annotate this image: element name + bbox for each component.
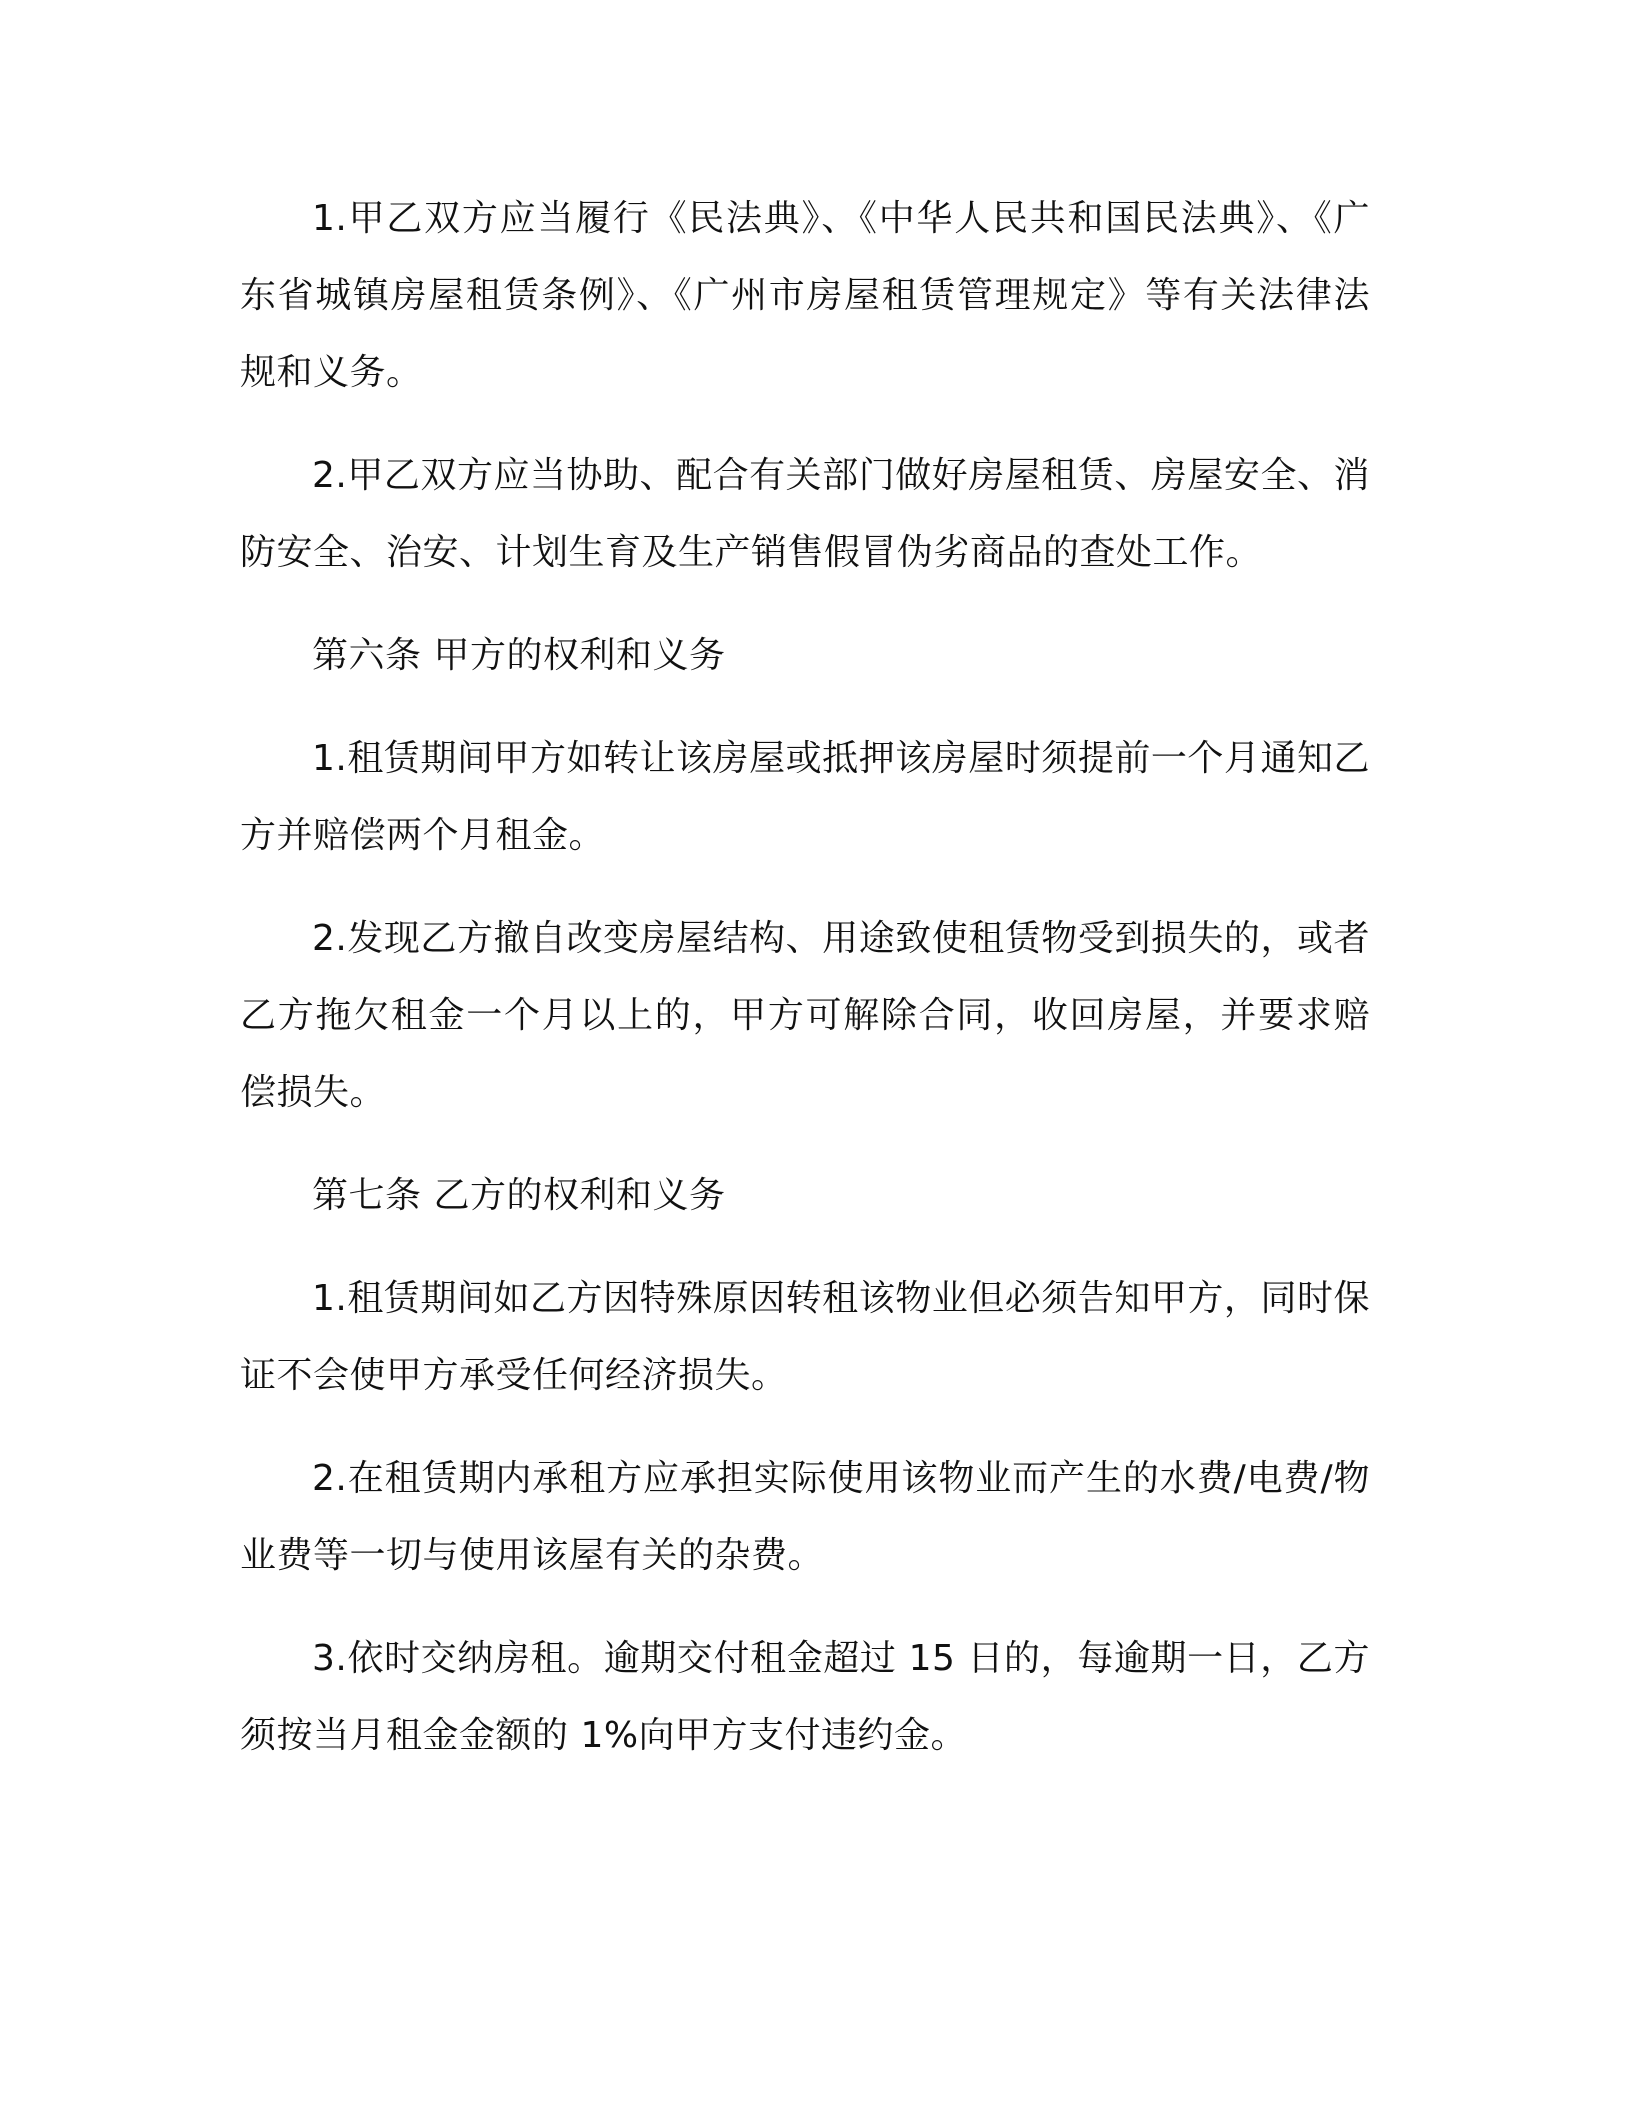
clause-paragraph: 1.租赁期间如乙方因特殊原因转租该物业但必须告知甲方，同时保证不会使甲方承受任何经济损失。 [240, 1278, 1370, 1396]
clause-paragraph: 1.甲乙双方应当履行《民法典》、《中华人民共和国民法典》、《广东省城镇房屋租赁条例》、《广州市房屋租赁管理规定》等有关法律法规和义务。 [240, 198, 1370, 393]
clause-paragraph: 2.在租赁期内承租方应承担实际使用该物业而产生的水费/电费/物业费等一切与使用该屋有关的杂费。 [240, 1458, 1370, 1576]
clause-paragraph: 1.租赁期间甲方如转让该房屋或抵押该房屋时须提前一个月通知乙方并赔偿两个月租金。 [240, 738, 1370, 856]
clause-paragraph: 3.依时交纳房租。逾期交付租金超过 15 日的，每逾期一日，乙方须按当月租金金额的 1%向甲方支付违约金。 [240, 1638, 1370, 1756]
article-heading: 第六条 甲方的权利和义务 [312, 635, 726, 676]
document-body [240, 180, 1370, 1800]
clause-paragraph: 2.发现乙方撤自改变房屋结构、用途致使租赁物受到损失的，或者乙方拖欠租金一个月以上的，甲方可解除合同，收回房屋，并要求赔偿损失。 [240, 918, 1370, 1113]
article-heading: 第七条 乙方的权利和义务 [312, 1175, 726, 1216]
clause-paragraph: 2.甲乙双方应当协助、配合有关部门做好房屋租赁、房屋安全、消防安全、治安、计划生育及生产销售假冒伪劣商品的查处工作。 [240, 455, 1370, 573]
